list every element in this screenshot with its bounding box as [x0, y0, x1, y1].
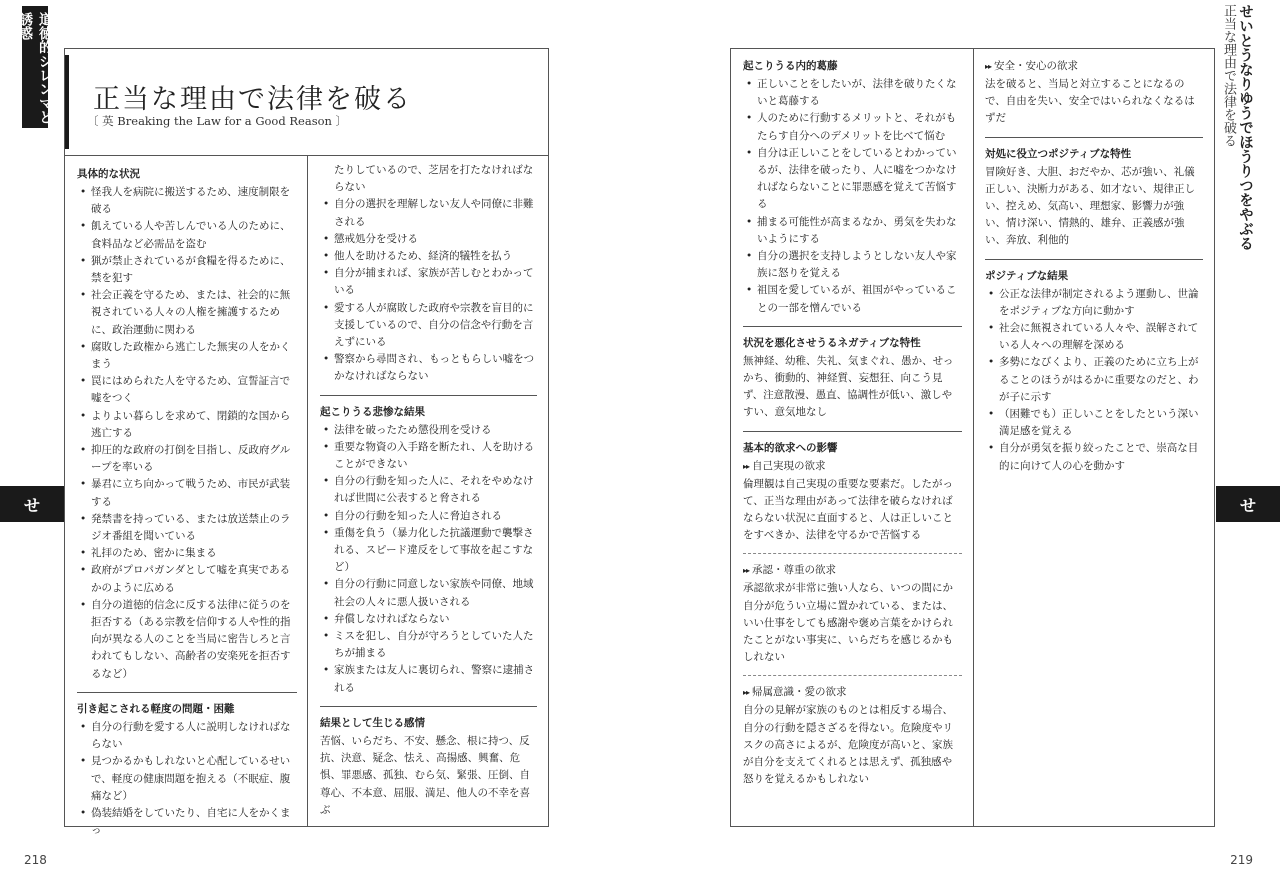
need-text-self-actualization: 倫理観は自己実現の重要な要素だ。したがって、正当な理由があって法律を破らなければならない状況に直面すると、人は正しいことをすべきか、法律を守るかで苦悩する [743, 477, 953, 542]
section-divider [985, 259, 1203, 260]
section-divider [743, 326, 962, 327]
section-divider [985, 137, 1203, 138]
arrow-icon: ▸▸ [743, 461, 750, 471]
arrow-icon: ▸▸ [985, 62, 992, 71]
list-item: • 見つかるかもしれないと心配しているせいで、軽度の健康問題を抱える（不眠症、腹痛など） [77, 753, 297, 805]
list-item: • 怪我人を病院に搬送するため、速度制限を破る [77, 184, 297, 218]
running-head-reading: せいとうなりゆうでほうりつをやぶる [1237, 4, 1253, 251]
list-item: • 飢えている人や苦しんでいる人のために、食料品など必需品を盗む [77, 218, 297, 252]
list-item: • 自分の行動に同意しない家族や同僚、地域社会の人々に悪人扱いされる [320, 576, 537, 610]
list-item: • 正しいことをしたいが、法律を破りたくないと葛藤する [743, 76, 962, 110]
need-label: 帰属意識・愛の欲求 [752, 686, 847, 699]
emotions-text: 苦悩、いらだち、不安、懸念、根に持つ、反抗、決意、疑念、怯え、高揚感、興奮、危惧、罪悪感、孤独、むら気、緊張、圧倒、自尊心、不本意、屈服、満足、他人の不幸を喜ぶ [320, 734, 530, 816]
list-item: • 政府がプロパガンダとして嘘を真実であるかのように広める [77, 562, 297, 596]
need-heading-safety [985, 58, 1203, 75]
need-label: 承認・尊重の欲求 [752, 564, 837, 577]
dotted-divider [743, 553, 962, 554]
section-heading-tragic-results: 起こりうる悲惨な結果 [320, 405, 425, 418]
need-text-belonging: 自分の見解が家族のものとは相反する場合、自分の行動を隠さざるを得ない。危険度やリスクの高さによるが、危険度が高いと、家族が自分を支えてくれるとは思えず、孤独感や怒りを覚えるかもしれない [743, 704, 953, 786]
need-heading-esteem [743, 562, 962, 579]
list-item: • 罠にはめられた人を守るため、宣誓証言で嘘をつく [77, 373, 297, 407]
right-page [640, 0, 1280, 871]
list-item: • 祖国を愛しているが、祖国がやっていることの一部を憎んでいる [743, 282, 962, 316]
list-item: • 暴君に立ち向かって戦うため、市民が武装する [77, 476, 297, 510]
list-item: • 重傷を負う（暴力化した抗議運動で襲撃される、スピード違反をして事故を起こすなど） [320, 525, 537, 577]
index-tab-left[interactable]: せ [0, 486, 64, 522]
list-item: • 自分の行動を知った人に脅迫される [320, 508, 537, 525]
section-heading-negative-traits: 状況を悪化させうるネガティブな特性 [743, 336, 921, 349]
list-item: • 捕まる可能性が高まるなか、勇気を失わないようにする [743, 214, 962, 248]
list-item: • 猟が禁止されているが食糧を得るために、禁を犯す [77, 253, 297, 287]
page-number-left: 218 [24, 853, 47, 867]
list-item: • 社会に無視されている人々や、誤解されている人々への理解を深める [985, 320, 1203, 354]
need-text-safety: 法を破ると、当局と対立することになるので、自由を失い、安全ではいられなくなるはずだ [985, 78, 1195, 125]
section-heading-minor-problems: 引き起こされる軽度の問題・困難 [77, 702, 235, 715]
column-divider [307, 156, 308, 827]
list-item: • 自分は正しいことをしているとわかっているが、法律を破ったり、人に嘘をつかなければならないことに罪悪感を覚えて苦悩する [743, 145, 962, 214]
section-heading-basic-needs: 基本的欲求への影響 [743, 441, 838, 454]
minor-problems-list [77, 719, 297, 839]
need-label: 安全・安心の欲求 [994, 60, 1079, 72]
positive-traits-text: 冒険好き、大胆、おだやか、芯が強い、礼儀正しい、決断力がある、如才ない、規律正しい、控えめ、気高い、理想家、影響力が強い、情け深い、情熱的、雄弁、正義感が強い、奔放、利他的 [985, 165, 1195, 247]
negative-traits-text: 無神経、幼稚、失礼、気まぐれ、愚か、せっかち、衝動的、神経質、妄想狂、向こう見ず、注意散漫、愚直、協調性が低い、激しやすい、意気地なし [743, 354, 954, 419]
need-heading-self-actualization [743, 458, 962, 475]
section-divider [77, 692, 297, 693]
list-item: • 偽装結婚をしていたり、自宅に人をかくまっ [77, 805, 297, 839]
list-item: • 人のために行動するメリットと、それがもたらす自分へのデメリットを比べて悩む [743, 110, 962, 144]
section-divider [320, 706, 537, 707]
situations-list [77, 184, 297, 683]
list-item: • よりよい暮らしを求めて、閉鎖的な国から逃亡する [77, 408, 297, 442]
need-text-esteem: 承認欲求が非常に強い人なら、いつの間にか自分が危うい立場に置かれている、または、いい仕事をしても感謝や褒め言葉をかけられたことがない事実に、いらだちを感じるかもしれない [743, 582, 953, 664]
section-heading-emotions: 結果として生じる感情 [320, 716, 425, 729]
dotted-divider [743, 675, 962, 676]
title-area [65, 49, 548, 157]
entry-box-left [64, 48, 549, 837]
right-column-2 [985, 58, 1203, 475]
list-item: • 自分の行動を愛する人に説明しなければならない [77, 719, 297, 753]
entry-box-right [730, 48, 1215, 827]
running-head-title: 正当な理由で法律を破る [1221, 4, 1236, 147]
list-item: • ミスを犯し、自分が守ろうとしていた人たちが捕まる [320, 628, 537, 662]
list-item: • 弁償しなければならない [320, 611, 537, 628]
list-item: • 自分が勇気を振り絞ったことで、崇高な目的に向けて人の心を動かす [985, 440, 1203, 474]
list-item: • 公正な法律が制定されるよう運動し、世論をポジティブな方向に動かす [985, 286, 1203, 320]
list-item: • 腐敗した政権から逃亡した無実の人をかくまう [77, 339, 297, 373]
continued-text: たりしているので、芝居を打たなければならない [334, 164, 534, 194]
list-item: • 家族または友人に裏切られ、警察に逮捕される [320, 662, 537, 696]
tragic-results-list [320, 422, 537, 697]
right-column-1 [743, 58, 962, 789]
list-item: • 社会正義を守るため、または、社会的に無視されている人々の人権を擁護するために、政治運動に関わる [77, 287, 297, 339]
list-item: • 懲戒処分を受ける [320, 231, 537, 248]
list-item: • 自分の選択を支持しようとしない友人や家族に怒りを覚える [743, 248, 962, 282]
minor-problems-list-continued [320, 196, 537, 385]
list-item: • 自分の道徳的信念に反する法律に従うのを拒否する（ある宗教を信仰する人や性的指向が異なる人のことを当局に密告しろと言われてもしない、高齢者の安楽死を拒否するなど） [77, 597, 297, 683]
section-heading-inner-conflicts: 起こりうる内的葛藤 [743, 60, 838, 72]
list-item: • 愛する人が腐敗した政府や宗教を盲目的に支援しているので、自分の信念や行動を言えずにいる [320, 300, 537, 352]
section-heading-situations: 具体的な状況 [77, 168, 140, 180]
inner-conflicts-list [743, 76, 962, 317]
arrow-icon: ▸▸ [743, 566, 750, 576]
list-item: • 礼拝のため、密かに集まる [77, 545, 297, 562]
list-item: • 自分の行動を知った人に、それをやめなければ世間に公表すると脅される [320, 473, 537, 507]
need-heading-belonging [743, 684, 962, 701]
left-column-1 [77, 166, 297, 839]
list-item: • （困難でも）正しいことをしたという深い満足感を覚える [985, 406, 1203, 440]
list-item: • 重要な物資の入手路を断たれ、人を助けることができない [320, 439, 537, 473]
index-tab-right[interactable]: せ [1216, 486, 1280, 522]
title-accent-bar [65, 55, 69, 149]
list-item: • 自分の選択を理解しない友人や同僚に非難される [320, 196, 537, 230]
arrow-icon: ▸▸ [743, 688, 750, 698]
section-heading-positive-traits: 対処に役立つポジティブな特性 [985, 147, 1132, 160]
list-item: • 多勢になびくより、正義のために立ち上がることのほうがはるかに重要なのだと、わが子に示す [985, 354, 1203, 406]
section-divider [320, 395, 537, 396]
list-item: • 法律を破ったため懲役刑を受ける [320, 422, 537, 439]
column-divider [973, 49, 974, 826]
page-number-right: 219 [1230, 853, 1253, 867]
list-item: • 他人を助けるため、経済的犠牲を払う [320, 248, 537, 265]
list-item: • 抑圧的な政府の打倒を目指し、反政府グループを率いる [77, 442, 297, 476]
need-label: 自己実現の欲求 [752, 459, 826, 472]
left-column-2 [320, 162, 537, 819]
category-label: 道徳的ジレンマと誘惑 [22, 6, 48, 128]
section-divider [743, 431, 962, 432]
page-title: 正当な理由で法律を破る [93, 84, 412, 115]
list-item: • 警察から尋問され、もっともらしい嘘をつかなければならない [320, 351, 537, 385]
section-heading-positive-results: ポジティブな結果 [985, 269, 1069, 282]
positive-results-list [985, 286, 1203, 475]
list-item: • 発禁書を持っている、または放送禁止のラジオ番組を聞いている [77, 511, 297, 545]
english-subtitle: 〔 英 Breaking the Law for a Good Reason 〕 [87, 114, 348, 128]
list-item: • 自分が捕まれば、家族が苦しむとわかっている [320, 265, 537, 299]
